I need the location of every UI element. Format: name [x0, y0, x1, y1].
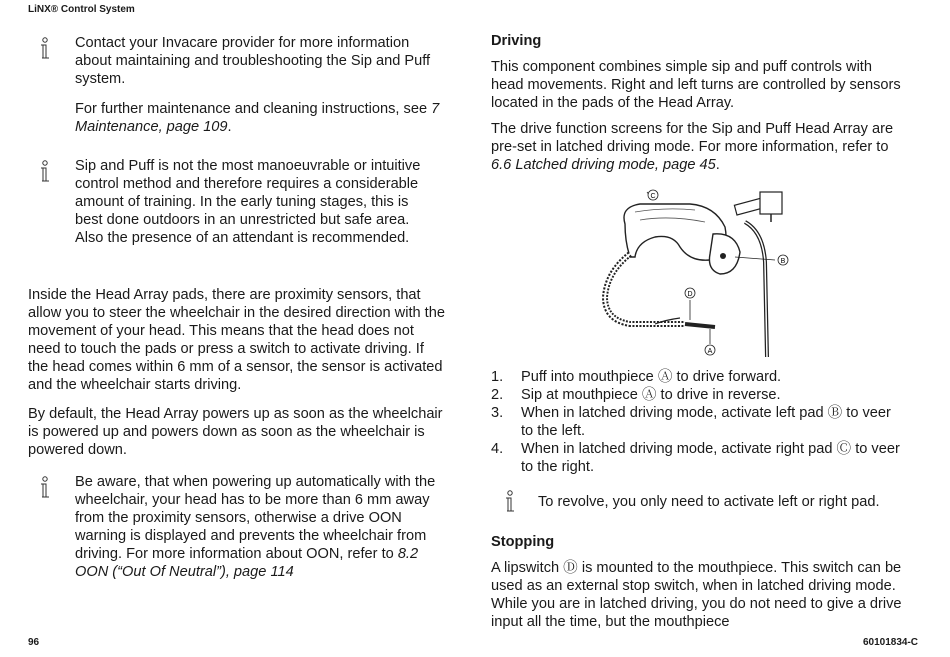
info-icon [38, 37, 52, 61]
note-oon-text: Be aware, that when powering up automatically with the wheelchair, your head has to be more than 6 mm away from the proximity sensors, otherwise a drive OON warning is displayed and prevents the wheelchair from driving. For more information about OON, refer to [75, 474, 436, 562]
info-icon [503, 490, 517, 514]
gooseneck [605, 254, 685, 324]
step-text: Puff into mouthpiece Ⓐ to drive forward. [521, 369, 782, 385]
stopping-heading: Stopping [491, 534, 555, 550]
ref-suffix: . [227, 119, 232, 135]
page-number: 96 [28, 637, 40, 648]
driving-steps [491, 368, 906, 476]
latched-prefix: The drive function screens for the Sip and Puff Head Array are pre-set in latched driving mode. For more information, refer to [491, 121, 894, 155]
maintenance-link[interactable]: 7 Maintenance, page 109 [75, 101, 440, 135]
driving-heading: Driving [491, 33, 542, 49]
note-oon [75, 473, 443, 581]
note-revolve: To revolve, you only need to activate left or right pad. [538, 494, 880, 510]
info-icon [38, 476, 52, 500]
latched-link[interactable]: 6.6 Latched driving mode, page 45 [491, 157, 716, 173]
step-text: Sip at mouthpiece Ⓐ to drive in reverse. [521, 387, 781, 403]
callout-b-label: B [780, 258, 786, 265]
head-array-figure [595, 182, 810, 362]
running-title: LiNX® Control System [28, 4, 135, 15]
note-maintenance-text: Contact your Invacare provider for more information about maintaining and troubleshooting the Sip and Puff system. [75, 35, 431, 87]
list-item [491, 440, 906, 476]
para-sensors: Inside the Head Array pads, there are proximity sensors, that allow you to steer the wheelchair in the desired direction with the movement of your head. This means that the head does not need to touch the pads or press a switch to activate driving. If the head comes within 6 mm of a sensor, the sensor is activated and the wheelchair starts driving. [28, 287, 445, 393]
step-number: 2. [491, 387, 504, 403]
para-default: By default, the Head Array powers up as soon as the wheelchair is powered up and powers down as soon as the wheelchair is powered down. [28, 406, 443, 458]
step-number: 3. [491, 405, 504, 421]
list-item [491, 386, 906, 404]
mouthpiece [685, 324, 715, 327]
note-maintenance-ref [75, 100, 445, 136]
list-item [491, 404, 906, 440]
oon-link[interactable]: 8.2 OON (“Out Of Neutral”), page 114 [75, 546, 419, 580]
driving-intro: This component combines simple sip and puff controls with head movements. Right and left turns are controlled by sensors located in the pads of the Head Array. [491, 59, 901, 111]
step-number: 1. [491, 369, 504, 385]
callout-d-label: D [687, 291, 693, 298]
driving-latched [491, 120, 906, 174]
doc-number: 60101834-C [862, 637, 918, 648]
ref-prefix: For further maintenance and cleaning instructions, see [75, 101, 432, 117]
note-training: Sip and Puff is not the most manoeuvrable or intuitive control method and therefore requires a considerable amount of training. In the early tuning stages, this is best done outdoors in an unrestricted but safe area. Also the presence of an attendant is recommended. [75, 158, 421, 246]
callout-c-label: C [650, 193, 656, 200]
step-text: When in latched driving mode, activate left pad Ⓑ to veer to the left. [521, 405, 891, 439]
callout-a-label: A [707, 348, 713, 355]
latched-suffix: . [715, 157, 720, 173]
stopping-text: A lipswitch Ⓓ is mounted to the mouthpiece. This switch can be used as an external stop switch, when in latched driving mode. While you are in latched driving, you do not need to give a drive input all the time, but the mouthpiece [491, 560, 902, 630]
info-icon [38, 160, 52, 184]
note-maintenance [75, 34, 445, 136]
clamp-block [760, 192, 782, 214]
mount-rod [745, 222, 767, 357]
step-text: When in latched driving mode, activate right pad Ⓒ to veer to the right. [521, 441, 900, 475]
step-number: 4. [491, 441, 504, 457]
list-item [491, 368, 906, 386]
